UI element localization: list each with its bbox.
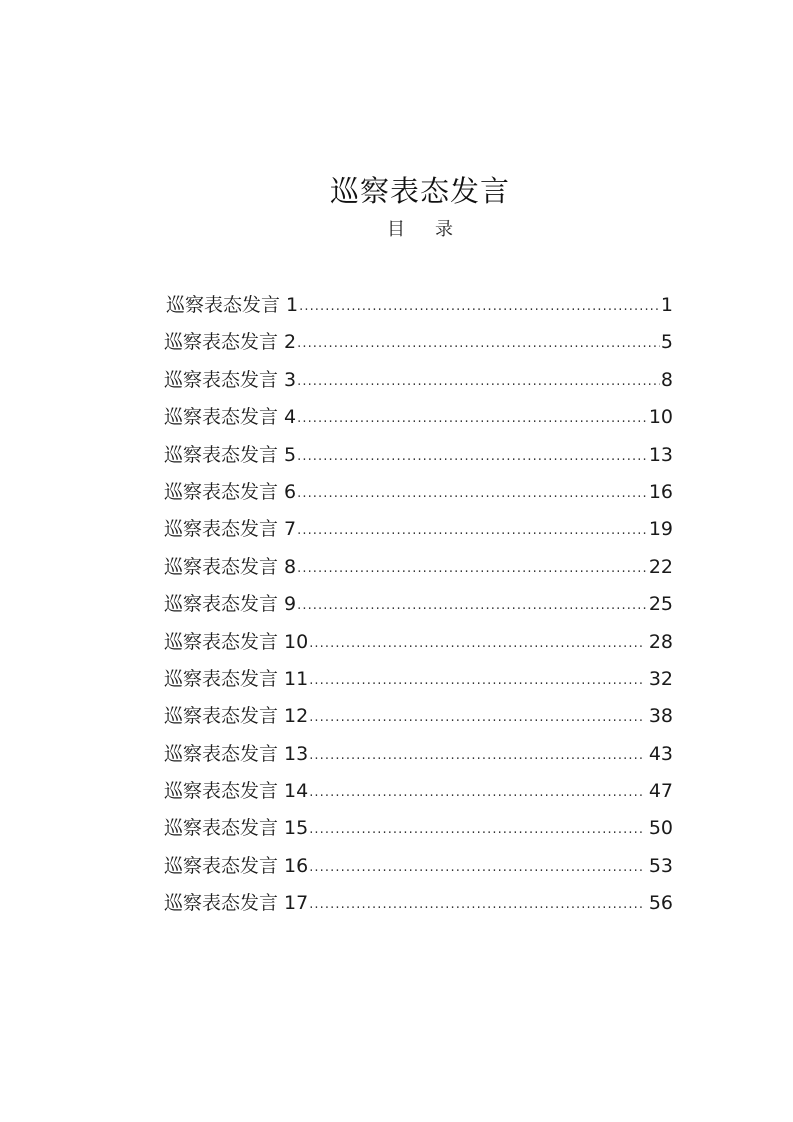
toc-page-number: 28 <box>648 630 673 653</box>
toc-dot-leader <box>309 774 642 811</box>
toc-entry-number: 1 <box>286 294 299 316</box>
toc-entry[interactable] <box>164 511 673 548</box>
toc-entry-number: 3 <box>284 368 297 391</box>
toc-entry-number: 8 <box>284 555 297 578</box>
toc-entry-number: 6 <box>284 480 297 503</box>
toc-heading <box>0 218 793 242</box>
toc-entry[interactable] <box>164 287 673 324</box>
toc-dot-leader <box>309 886 642 923</box>
toc-entry-number: 13 <box>284 742 309 765</box>
toc-entry-number: 10 <box>284 630 309 653</box>
toc-entry[interactable] <box>164 399 673 436</box>
toc-entry-number: 7 <box>284 518 297 541</box>
toc-entry-title: 巡察表态发言 <box>164 368 279 391</box>
toc-entry-title: 巡察表态发言 <box>164 780 279 803</box>
toc-entry-number: 9 <box>284 593 297 616</box>
toc-entry-title: 巡察表态发言 <box>164 406 279 429</box>
toc-entry-title: 巡察表态发言 <box>164 480 279 503</box>
toc-dot-leader <box>309 625 642 662</box>
toc-entry-number: 14 <box>284 780 309 803</box>
toc-entry[interactable] <box>164 848 673 885</box>
toc-dot-leader <box>309 849 642 886</box>
toc-dot-leader <box>309 699 642 736</box>
toc-entry[interactable] <box>164 549 673 586</box>
toc-entry[interactable] <box>164 474 673 511</box>
toc-entry[interactable] <box>164 810 673 847</box>
toc-page-number: 38 <box>648 705 673 728</box>
toc-dot-leader <box>309 737 642 774</box>
toc-entry-title: 巡察表态发言 <box>164 443 279 466</box>
toc-dot-leader <box>309 811 642 848</box>
toc-dot-leader <box>297 400 648 437</box>
toc-page-number: 5 <box>660 331 673 354</box>
document-title: 巡察表态发言 <box>329 174 510 208</box>
toc-entry[interactable] <box>164 661 673 698</box>
toc-dot-leader <box>309 662 642 699</box>
toc-entry-title: 巡察表态发言 <box>164 518 279 541</box>
toc-entry-title: 巡察表态发言 <box>164 854 279 877</box>
toc-page-number: 47 <box>648 780 673 803</box>
toc-heading-char-1: 目 <box>387 219 405 240</box>
toc-dot-leader <box>297 550 648 587</box>
toc-heading-char-2: 录 <box>435 219 453 240</box>
toc-entry[interactable] <box>164 736 673 773</box>
toc-entry-title: 巡察表态发言 <box>164 892 279 915</box>
toc-page-number: 53 <box>648 854 673 877</box>
toc-entry-title: 巡察表态发言 <box>164 705 279 728</box>
toc-dot-leader <box>297 325 660 362</box>
toc-entry[interactable] <box>164 437 673 474</box>
toc-entry-title: 巡察表态发言 <box>164 331 279 354</box>
toc-page-number: 56 <box>648 892 673 915</box>
toc-page-number: 19 <box>648 518 673 541</box>
toc-dot-leader <box>297 475 648 512</box>
toc-page-number: 25 <box>648 593 673 616</box>
toc-page-number: 32 <box>648 667 673 690</box>
toc-entry-number: 2 <box>284 331 297 354</box>
toc-page-number: 50 <box>648 817 673 840</box>
toc-page-number: 43 <box>648 742 673 765</box>
toc-entry[interactable] <box>164 624 673 661</box>
toc-entry-title: 巡察表态发言 <box>164 593 279 616</box>
toc-page-number: 10 <box>648 406 673 429</box>
toc-dot-leader <box>299 288 660 325</box>
toc-entry[interactable] <box>164 586 673 623</box>
toc-page-number: 1 <box>660 294 673 316</box>
toc-entry-number: 4 <box>284 406 297 429</box>
toc-entry-number: 5 <box>284 443 297 466</box>
toc-page-number: 8 <box>660 368 673 391</box>
toc-entry-number: 15 <box>284 817 309 840</box>
toc-entry-title: 巡察表态发言 <box>164 630 279 653</box>
toc-dot-leader <box>297 512 648 549</box>
toc-entry-number: 16 <box>284 854 309 877</box>
toc-entry-title: 巡察表态发言 <box>164 817 279 840</box>
toc-dot-leader <box>297 438 648 475</box>
toc-entry[interactable] <box>164 773 673 810</box>
toc-entry[interactable] <box>164 698 673 735</box>
toc-dot-leader <box>297 363 660 400</box>
toc-entry-title: 巡察表态发言 <box>164 555 279 578</box>
toc-entry-title: 巡察表态发言 <box>164 667 279 690</box>
table-of-contents <box>164 287 673 923</box>
toc-entry-number: 11 <box>284 667 309 690</box>
toc-entry-title: 巡察表态发言 <box>164 742 279 765</box>
toc-entry[interactable] <box>164 324 673 361</box>
toc-entry-number: 17 <box>284 892 309 915</box>
toc-page-number: 16 <box>648 480 673 503</box>
toc-dot-leader <box>297 587 648 624</box>
toc-page-number: 22 <box>648 555 673 578</box>
toc-entry-number: 12 <box>284 705 309 728</box>
toc-entry-title: 巡察表态发言 <box>166 294 281 316</box>
toc-page-number: 13 <box>648 443 673 466</box>
toc-entry[interactable] <box>164 362 673 399</box>
toc-entry[interactable] <box>164 885 673 922</box>
